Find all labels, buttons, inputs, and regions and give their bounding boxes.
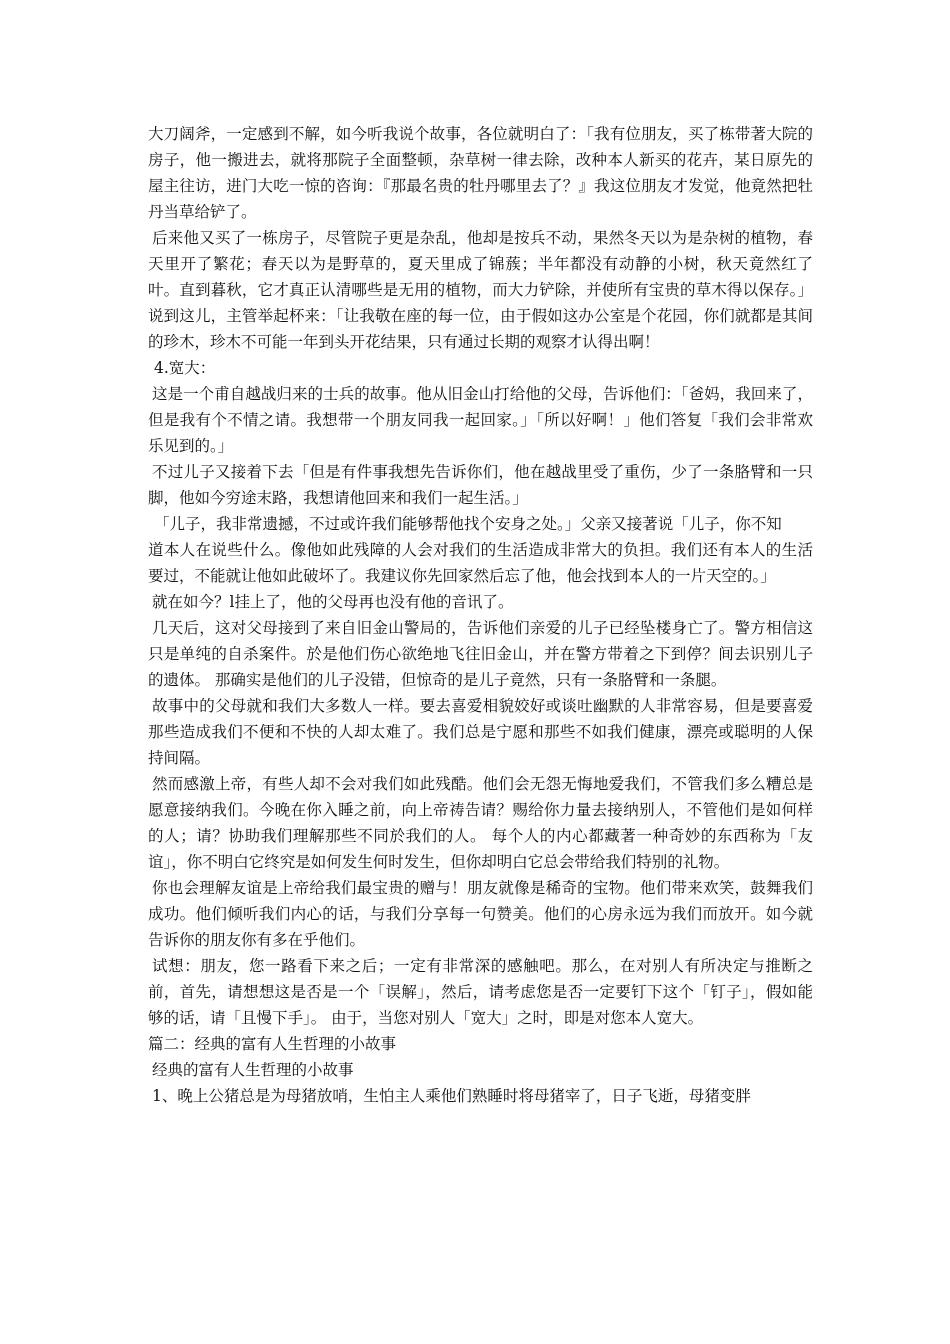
subsection-title: 经典的富有人生哲理的小故事 (152, 1061, 354, 1079)
paragraph-1: 大刀阔斧，一定感到不解，如今听我说个故事，各位就明白了：「我有位朋友，买了栋带著大院的房子，他一搬进去，就将那院子全面整顿，杂草树一律去除，改种本人新买的花卉，某日原先的屋主往访，进门大吃一惊的咨询：『那最名贵的牡丹哪里去了？』我这位朋友才发觉，他竟然把牡丹当草给铲了。 (148, 125, 813, 221)
paragraph-7: 就在如今？l挂上了，他的父母再也没有他的音讯了。 (152, 593, 514, 611)
paragraph-10: 然而感激上帝，有些人却不会对我们如此残酷。他们会无怨无悔地爱我们，不管我们多么糟总是愿意接纳我们。今晚在你入睡之前，向上帝祷告请？赐给你力量去接纳别人，不管他们是如何样的人；请？协助我们理解那些不同於我们的人。 每个人的内心都藏著一种奇妙的东西称为「友谊」，你不明白它终究是如何发生何时发生，但你却明白它总会带给我们特别的礼物。 (148, 775, 813, 871)
paragraph-9: 故事中的父母就和我们大多数人一样。要去喜爱相貌姣好或谈吐幽默的人非常容易，但是要喜爱那些造成我们不便和不快的人却太难了。我们总是宁愿和那些不如我们健康，漂亮或聪明的人保持间隔。 (148, 697, 813, 767)
section-heading-4: 4.宽大： (154, 359, 216, 377)
paragraph-12: 试想：朋友，您一路看下来之后；一定有非常深的感触吧。那么，在对别人有所决定与推断之前，首先，请想想这是否是一个「误解」，然后，请考虑您是否一定要钉下这个「钉子」，假如能够的话，请「且慢下手」。 由于，当您对别人「宽大」之时，即是对您本人宽大。 (148, 957, 813, 1027)
paragraph-13: 1、晚上公猪总是为母猪放哨，生怕主人乘他们熟睡时将母猪宰了，日子飞逝，母猪变胖 (152, 1087, 751, 1105)
paragraph-2: 后来他又买了一栋房子，尽管院子更是杂乱，他却是按兵不动，果然冬天以为是杂树的植物，春天里开了繁花；春天以为是野草的，夏天里成了锦蔟；半年都没有动静的小树，秋天竟然红了叶。直到暮秋，它才真正认清哪些是无用的植物，而大力铲除，并使所有宝贵的草木得以保存。」说到这儿，主管举起杯来：「让我敬在座的每一位，由于假如这办公室是个花园，你们就都是其间的珍木，珍木不可能一年到头开花结果，只有通过长期的观察才认得出啊！ (148, 229, 813, 351)
paragraph-3: 这是一个甫自越战归来的士兵的故事。他从旧金山打给他的父母，告诉他们：「爸妈，我回来了，但是我有个不情之请。我想带一个朋友同我一起回家。」「所以好啊！」他们答复「我们会非常欢乐见到的。」 (148, 385, 813, 455)
paragraph-5: 「儿子，我非常遗撼，不过或许我们能够帮他找个安身之处。」父亲又接著说「儿子，你不知 (154, 515, 782, 533)
paragraph-11: 你也会理解友谊是上帝给我们最宝贵的赠与！朋友就像是稀奇的宝物。他们带来欢笑，鼓舞我们成功。他们倾听我们内心的话，与我们分享每一句赞美。他们的心房永远为我们而放开。如今就告诉你的朋友你有多在乎他们。 (148, 879, 813, 949)
paragraph-8: 几天后，这对父母接到了来自旧金山警局的，告诉他们亲爱的儿子已经坠楼身亡了。警方相信这只是单纯的自杀案件。於是他们伤心欲绝地飞往旧金山，并在警方带着之下到停？间去识别儿子的遗体。 那确实是他们的儿子没错，但惊奇的是儿子竟然，只有一条胳臂和一条腿。 (148, 619, 813, 689)
document-body (148, 121, 813, 1109)
paragraph-6: 道本人在说些什么。像他如此残障的人会对我们的生活造成非常大的负担。我们还有本人的生活要过，不能就让他如此破坏了。我建议你先回家然后忘了他，他会找到本人的一片天空的。」 (148, 541, 813, 585)
section-heading-2: 篇二：经典的富有人生哲理的小故事 (148, 1035, 397, 1053)
paragraph-4: 不过儿子又接着下去「但是有件事我想先告诉你们，他在越战里受了重伤，少了一条胳臂和一只脚，他如今穷途末路，我想请他回来和我们一起生活。」 (148, 463, 813, 507)
